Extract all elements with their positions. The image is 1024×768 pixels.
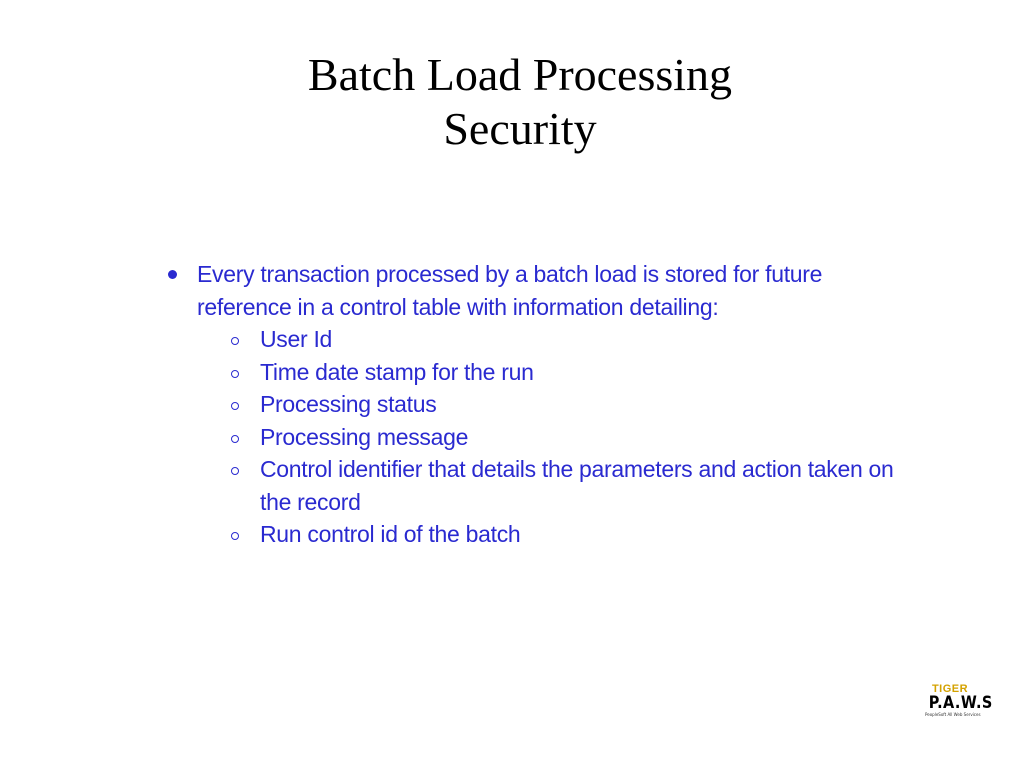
ring-bullet-icon — [231, 370, 239, 378]
slide-body — [160, 258, 920, 551]
slide-title — [0, 48, 1024, 156]
main-bullet-text: Every transaction processed by a batch load is stored for future reference in a control table with information detailing: — [197, 261, 823, 320]
sub-bullet-text: Control identifier that details the parameters and action taken on the record — [260, 456, 894, 515]
sub-bullet-item — [160, 453, 920, 518]
sub-bullet-item — [160, 388, 920, 421]
logo-tagline: PeopleSoft All Web Services — [925, 712, 981, 717]
logo-top-text: TIGER — [931, 683, 969, 695]
sub-bullet-text: Time date stamp for the run — [260, 358, 534, 385]
sub-bullet-item — [160, 518, 920, 551]
logo-main-text: P.A.W.S — [928, 693, 993, 713]
sub-bullet-text: User Id — [260, 326, 333, 352]
slide-title-line-2: Security — [443, 103, 597, 154]
sub-bullet-item — [160, 323, 920, 356]
main-bullet — [160, 258, 920, 323]
tiger-paws-logo — [925, 683, 993, 724]
sub-bullet-text: Run control id of the batch — [260, 521, 521, 547]
sub-bullet-item — [160, 421, 920, 454]
bullet-dot-icon — [168, 270, 177, 279]
slide-title-line-1: Batch Load Processing — [307, 49, 733, 100]
ring-bullet-icon — [231, 435, 239, 443]
ring-bullet-icon — [231, 532, 239, 540]
sub-bullet-text: Processing status — [260, 391, 437, 417]
sub-bullet-item — [160, 356, 920, 389]
sub-bullet-text: Processing message — [260, 423, 469, 450]
sub-bullet-list — [160, 323, 920, 551]
ring-bullet-icon — [231, 337, 239, 345]
ring-bullet-icon — [231, 467, 239, 475]
ring-bullet-icon — [231, 402, 239, 410]
